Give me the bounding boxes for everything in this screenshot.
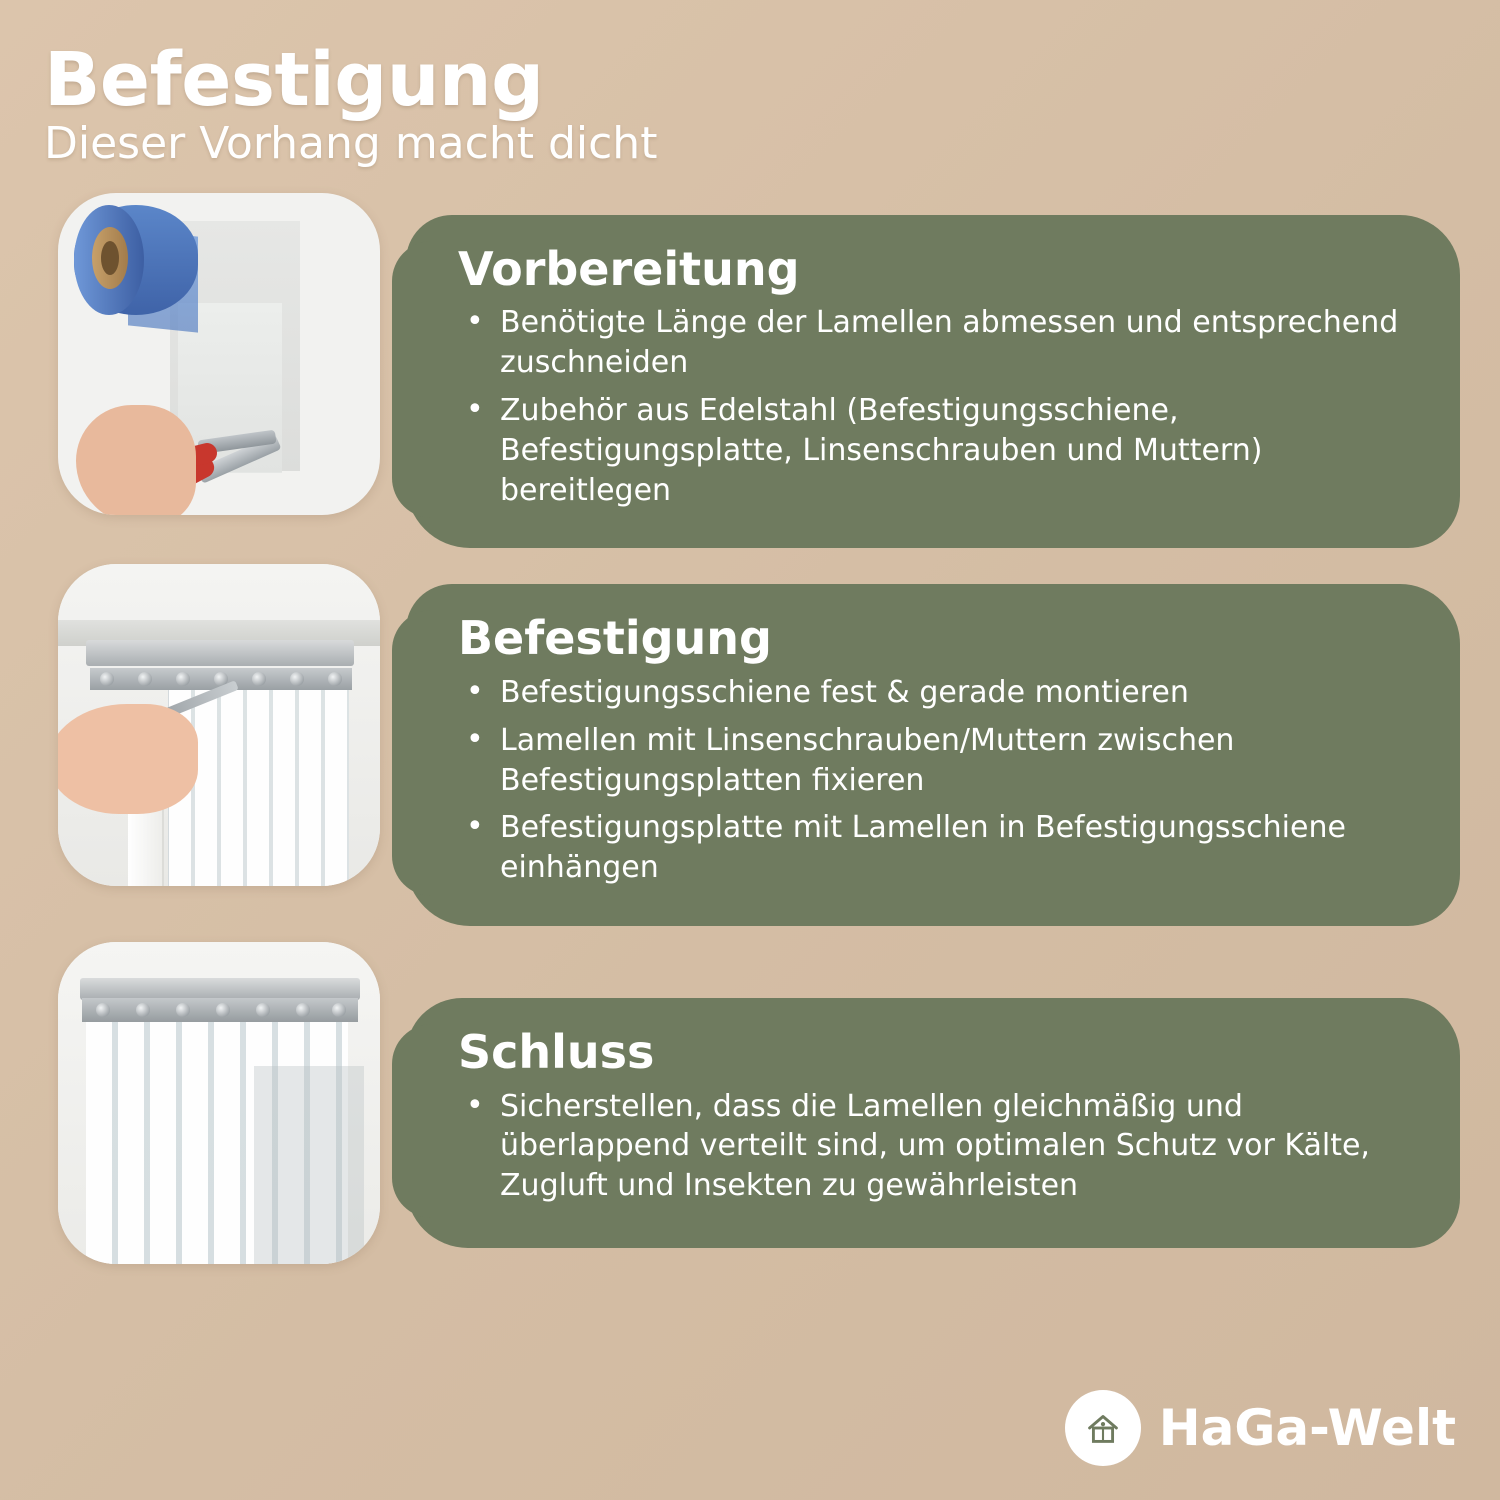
panel-befestigung [406,584,1460,926]
hand-shape [58,704,198,814]
bolt-icon [332,1003,346,1017]
mounting-rail-shape [86,640,354,666]
section-heading: Befestigung [458,611,772,666]
header [44,37,1460,169]
roll-hole-shape [101,241,119,275]
section-image-wrap [44,564,394,886]
illustration-finished-curtain [58,942,380,1264]
section-heading: Vorbereitung [458,241,800,296]
section-row [44,942,1460,1264]
sections-list [44,193,1460,1265]
mounting-plate-shape [82,998,358,1022]
page-subtitle: Dieser Vorhang macht dicht [44,117,658,169]
hand-shape [76,405,196,515]
bolt-icon [138,672,152,686]
panel-vorbereitung [406,215,1460,549]
bullet-item: • Befestigungsplatte mit Lamellen in Befestigungsschiene einhängen [492,808,1420,888]
illustration-cutting-strip [58,193,380,515]
image-schluss [58,942,380,1264]
brand-name: HaGa-Welt [1158,1399,1456,1457]
house-in-circle-icon [1065,1390,1141,1466]
image-befestigung [58,564,380,886]
bolt-icon [256,1003,270,1017]
bolt-icon [100,672,114,686]
image-vorbereitung [58,193,380,515]
mounting-rail-shape [80,978,360,1000]
bolt-icon [216,1003,230,1017]
section-bullets [458,673,1420,888]
bolt-icon [136,1003,150,1017]
bolt-icon [290,672,304,686]
doorway-shadow-shape [254,1066,364,1264]
section-image-wrap [44,942,394,1264]
footer-logo [1065,1390,1456,1466]
bullet-item: • Zubehör aus Edelstahl (Befestigungsschiene, Befestigungsplatte, Linsenschrauben und Muttern) bereitlegen [492,391,1420,511]
bullet-item: • Befestigungsschiene fest & gerade montieren [492,673,1420,713]
section-bullets [458,303,1420,510]
page-title: Befestigung [44,37,544,123]
illustration-mounting-rail [58,564,380,886]
pvc-slats-shape [168,690,349,886]
bolt-icon [252,672,266,686]
bolt-icon [176,1003,190,1017]
bolt-icon [296,1003,310,1017]
panel-schluss [406,998,1460,1248]
bullet-item: • Sicherstellen, dass die Lamellen gleichmäßig und überlappend verteilt sind, um optimalen Schutz vor Kälte, Zugluft und Insekten zu gewährleisten [492,1087,1420,1207]
bullet-item: • Benötigte Länge der Lamellen abmessen und entsprechend zuschneiden [492,303,1420,383]
bolt-icon [96,1003,110,1017]
section-heading: Schluss [458,1025,655,1080]
section-image-wrap [44,193,394,515]
section-row [44,193,1460,549]
bullet-item: • Lamellen mit Linsenschrauben/Muttern zwischen Befestigungsplatten fixieren [492,721,1420,801]
section-bullets [458,1087,1420,1207]
section-row [44,564,1460,926]
bolt-icon [176,672,190,686]
bolt-icon [328,672,342,686]
